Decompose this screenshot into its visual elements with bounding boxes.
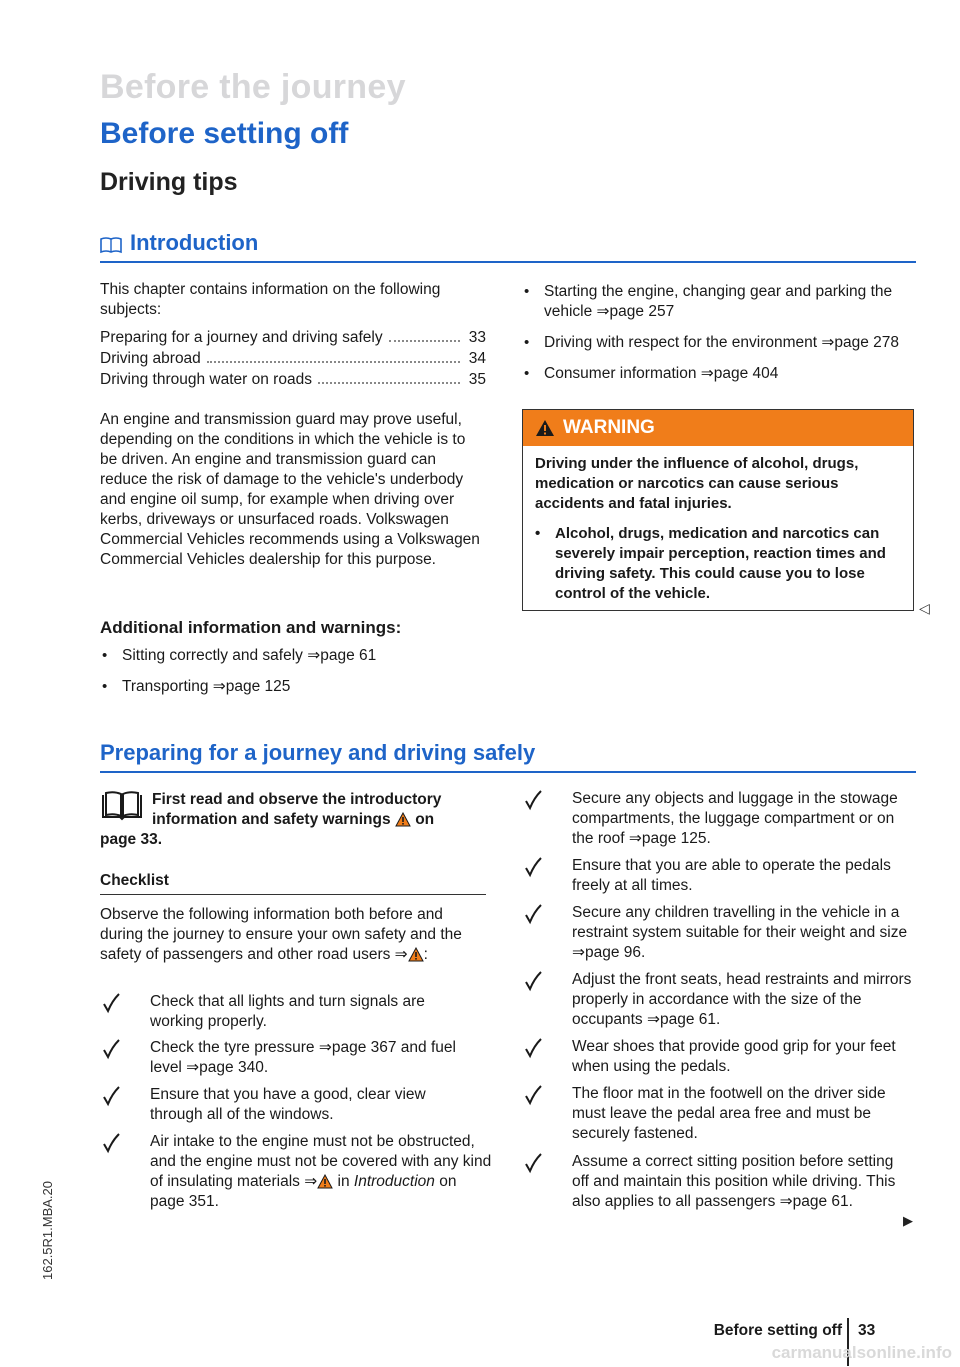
check-icon <box>522 1084 544 1106</box>
warning-triangle-icon <box>408 947 424 962</box>
topic-list <box>100 327 486 390</box>
warning-box <box>522 409 914 611</box>
topic-label: Preparing for a journey and driving safely <box>100 329 383 346</box>
topic-page: 33 <box>468 329 486 346</box>
check-icon <box>100 1085 122 1107</box>
intro-paragraph: An engine and transmission guard may prove useful, depending on the conditions in which the vehicle is to be driven. An engine and transmission guard can reduce the risk of damage to the vehicle's underbody and engine oil sump, for example when driving over kerbs, driveways or unsurfaced roads. Volkswagen Commercial Vehicles recommends using a Volkswagen Commercial Vehicles dealership for this purpose. <box>100 411 480 568</box>
topic-row[interactable] <box>100 327 486 348</box>
intro-lead: This chapter contains information on the following subjects: <box>100 281 441 318</box>
preparing-heading-text: Preparing for a journey and driving safely <box>100 740 536 765</box>
check-icon <box>522 970 544 992</box>
warning-triangle-icon <box>535 419 555 437</box>
checklist-item[interactable]: Check the tyre pressure ⇒page 367 and fuel level ⇒page 340. <box>100 1038 486 1082</box>
document-code: 162.5R1.MBA.20 <box>40 1180 55 1280</box>
topic-page: 35 <box>468 371 486 388</box>
list-item[interactable]: • Consumer information ⇒page 404 <box>524 365 779 382</box>
list-item[interactable]: • Driving with respect for the environment ⇒page 278 <box>524 334 900 351</box>
checklist-intro: Observe the following information both before and during the journey to ensure your own safety and the safety of passengers and other road users ⇒ : <box>100 906 462 963</box>
checklist-item[interactable]: Check that all lights and turn signals are working properly. <box>100 992 486 1036</box>
check-icon <box>522 1037 544 1059</box>
topic-label: Driving through water on roads <box>100 371 312 388</box>
topic-row[interactable] <box>100 369 486 390</box>
note-line3: page 33. <box>100 831 163 848</box>
check-icon <box>522 789 544 811</box>
continue-arrow-icon: ▶ <box>903 1213 913 1228</box>
watermark: carmanualsonline.info <box>771 1343 952 1362</box>
checklist-item[interactable]: Secure any children travelling in the vehicle in a restraint system suitable for their weight and size ⇒page 96. <box>522 903 916 967</box>
checklist-item[interactable]: Adjust the front seats, head restraints and mirrors properly in accordance with the size of the occupants ⇒page 61. <box>522 970 916 1034</box>
checklist-item[interactable]: Assume a correct sitting position before setting off and maintain this position while driving. This also applies to all passengers ⇒page 61. <box>522 1152 916 1236</box>
book-icon <box>100 236 122 254</box>
checklist-item[interactable]: Wear shoes that provide good grip for your feet when using the pedals. <box>522 1037 916 1081</box>
check-icon <box>100 1132 122 1154</box>
warning-triangle-icon <box>317 1174 333 1189</box>
warning-header <box>523 410 913 446</box>
checklist-item[interactable]: The floor mat in the footwell on the driver side must leave the pedal area free and must be securely fastened. <box>522 1084 916 1148</box>
warning-triangle-icon <box>395 812 411 827</box>
checklist-item[interactable]: Secure any objects and luggage in the stowage compartments, the luggage compartment or on the roof ⇒page 125. <box>522 789 916 853</box>
note-line2: information and safety warnings on <box>152 811 435 828</box>
list-item[interactable]: • Sitting correctly and safely ⇒page 61 <box>102 647 377 664</box>
introduction-heading <box>100 230 916 263</box>
chapter-title: Before the journey <box>100 68 406 106</box>
check-icon <box>522 856 544 878</box>
end-mark: ◁ <box>919 600 930 616</box>
additional-info-list <box>100 646 486 708</box>
check-icon <box>100 1038 122 1060</box>
subsection-title: Driving tips <box>100 168 238 196</box>
footer-title: Before setting off <box>713 1322 842 1339</box>
topic-row[interactable] <box>100 348 486 369</box>
additional-info-heading: Additional information and warnings: <box>100 618 402 637</box>
topic-label: Driving abroad <box>100 350 201 367</box>
warning-title: WARNING <box>563 417 655 438</box>
checklist-heading: Checklist <box>100 872 486 895</box>
open-book-icon <box>100 791 144 821</box>
list-item[interactable]: • Transporting ⇒page 125 <box>102 678 291 695</box>
topic-page: 34 <box>468 350 486 367</box>
list-item[interactable]: • Starting the engine, changing gear and parking the vehicle ⇒page 257 <box>524 283 893 320</box>
check-icon <box>522 903 544 925</box>
checklist-item[interactable]: Ensure that you have a good, clear view through all of the windows. <box>100 1085 486 1129</box>
introduction-heading-text: Introduction <box>130 230 259 255</box>
preparing-heading <box>100 740 916 773</box>
warning-lead: Driving under the influence of alcohol, drugs, medication or narcotics can cause serious accidents and fatal injuries. <box>535 455 859 512</box>
additional-info-list-right <box>522 282 916 395</box>
check-icon <box>100 992 122 1014</box>
warning-bullet: • Alcohol, drugs, medication and narcotics can severely impair perception, reaction times and driving safety. This could cause you to lose control of the vehicle. <box>535 525 886 602</box>
section-title: Before setting off <box>100 117 349 150</box>
note-line1: First read and observe the introductory <box>152 791 442 808</box>
checklist-item[interactable]: Ensure that you are able to operate the pedals freely at all times. <box>522 856 916 900</box>
page-number: 33 <box>858 1322 876 1339</box>
checklist-item[interactable]: Air intake to the engine must not be obstructed, and the engine must not be covered with any kind of insulating materials ⇒ in Introduction on page 351. <box>100 1132 500 1216</box>
check-icon <box>522 1152 544 1174</box>
